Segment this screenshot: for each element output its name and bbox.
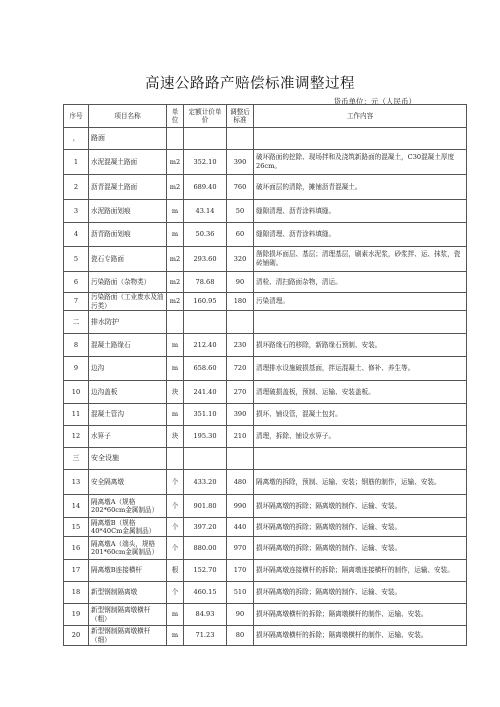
cell-name: 隔离墩B连接横杆 <box>89 560 167 582</box>
table-body <box>64 128 467 646</box>
cell-unit <box>167 311 184 334</box>
table-row <box>64 223 467 247</box>
cell-no: 4 <box>64 223 89 247</box>
cell-price: 460.15 <box>184 582 227 604</box>
cell-no: 9 <box>64 357 89 381</box>
cell-price <box>184 128 227 150</box>
table-row <box>64 495 467 518</box>
cell-name: 新型钢制隔离墩 <box>89 582 167 604</box>
header-adjusted: 调整后标准 <box>227 105 254 128</box>
cell-adjusted: 60 <box>227 223 254 247</box>
table-row <box>64 334 467 357</box>
cell-no: 18 <box>64 582 89 604</box>
cell-no: 11 <box>64 404 89 426</box>
cell-name: 水箅子 <box>89 426 167 448</box>
cell-content: 损坏隔离墩的拆除；隔离墩的制作、运输、安装。 <box>254 518 467 537</box>
cell-content: 清理，拆除、铺设水箅子。 <box>254 426 467 448</box>
cell-content: 清检、清扫路面杂物，清运。 <box>254 272 467 293</box>
cell-no: 17 <box>64 560 89 582</box>
cell-adjusted: 970 <box>227 537 254 560</box>
cell-content: 损坏隔离墩的拆除；隔离墩的制作、运输、安装。 <box>254 582 467 604</box>
cell-no: 13 <box>64 470 89 495</box>
cell-content: 破坏路面的挖除、现场拌和及浇筑新路面的混凝土，C30混凝土厚度26cm。 <box>254 150 467 175</box>
cell-price: 50.36 <box>184 223 227 247</box>
cell-adjusted: 50 <box>227 200 254 223</box>
cell-content: 损坏隔离墩的拆除；隔离墩的制作、运输、安装。 <box>254 495 467 518</box>
cell-no: 7 <box>64 293 89 311</box>
cell-adjusted: 990 <box>227 495 254 518</box>
header-no: 序号 <box>64 105 89 128</box>
cell-name: 沥青路面划痕 <box>89 223 167 247</box>
cell-unit: m2 <box>167 272 184 293</box>
cell-no: 20 <box>64 626 89 646</box>
table-row <box>64 470 467 495</box>
cell-content: 缝隙清理、沥青涂料填缝。 <box>254 200 467 223</box>
cell-unit: 个 <box>167 518 184 537</box>
table-row <box>64 537 467 560</box>
cell-price: 397.20 <box>184 518 227 537</box>
cell-unit: m2 <box>167 293 184 311</box>
cell-name: 沥青混凝土路面 <box>89 175 167 200</box>
cell-unit <box>167 448 184 470</box>
cell-unit: m <box>167 357 184 381</box>
cell-content: 清理破损盖板，预制、运输、安装盖板。 <box>254 381 467 404</box>
cell-adjusted: 720 <box>227 357 254 381</box>
table-row <box>64 604 467 626</box>
cell-adjusted: 390 <box>227 150 254 175</box>
cell-no: 8 <box>64 334 89 357</box>
cell-name: 安全设施 <box>89 448 167 470</box>
cell-price: 433.20 <box>184 470 227 495</box>
cell-price <box>184 311 227 334</box>
cell-name: 瓷石专路面 <box>89 247 167 272</box>
table-row <box>64 150 467 175</box>
table-header-row <box>64 105 467 128</box>
table-row <box>64 381 467 404</box>
cell-adjusted: 270 <box>227 381 254 404</box>
cell-unit: 块 <box>167 426 184 448</box>
cell-name: 污染路面（杂物类） <box>89 272 167 293</box>
cell-name: 水泥混凝土路面 <box>89 150 167 175</box>
cell-price <box>184 448 227 470</box>
cell-adjusted: 80 <box>227 626 254 646</box>
header-unit: 单位 <box>167 105 184 128</box>
cell-name: 混凝土路缘石 <box>89 334 167 357</box>
cell-adjusted: 390 <box>227 404 254 426</box>
cell-no: 1 <box>64 150 89 175</box>
cell-price: 293.60 <box>184 247 227 272</box>
cell-adjusted <box>227 128 254 150</box>
cell-content: 损坏、铺设管，混凝土包封。 <box>254 404 467 426</box>
cell-adjusted: 230 <box>227 334 254 357</box>
table-row <box>64 582 467 604</box>
cell-adjusted: 170 <box>227 560 254 582</box>
cell-price: 212.40 <box>184 334 227 357</box>
cell-no: 6 <box>64 272 89 293</box>
header-name: 项目名称 <box>89 105 167 128</box>
cell-price: 658.60 <box>184 357 227 381</box>
cell-no: 14 <box>64 495 89 518</box>
section-row <box>64 311 467 334</box>
cell-no: 19 <box>64 604 89 626</box>
table-row <box>64 200 467 223</box>
cell-content <box>254 311 467 334</box>
cell-adjusted <box>227 311 254 334</box>
table-row <box>64 426 467 448</box>
cell-adjusted: 180 <box>227 293 254 311</box>
cell-content: 凿除损坏面层、基层；清理基层，刷素水泥浆，砂浆拌、运、抹浆，瓷砖铺砌。 <box>254 247 467 272</box>
cell-price: 901.80 <box>184 495 227 518</box>
cell-unit: 块 <box>167 381 184 404</box>
cell-no: 3 <box>64 200 89 223</box>
cell-no: 三 <box>64 448 89 470</box>
cell-price: 351.10 <box>184 404 227 426</box>
section-row <box>64 128 467 150</box>
cell-no: 5 <box>64 247 89 272</box>
cell-price: 78.68 <box>184 272 227 293</box>
cell-name: 隔离墩B（规格40*40Cm金属制品） <box>89 518 167 537</box>
table-row <box>64 560 467 582</box>
cell-unit: m <box>167 200 184 223</box>
cell-name: 隔离墩A（规格202*60cm金属制品） <box>89 495 167 518</box>
cell-name: 边沟盖板 <box>89 381 167 404</box>
table-row <box>64 404 467 426</box>
cell-price: 152.70 <box>184 560 227 582</box>
cell-unit: m2 <box>167 175 184 200</box>
cell-price: 880.00 <box>184 537 227 560</box>
cell-name: 污染路面（工业废水及油污类） <box>89 293 167 311</box>
compensation-table <box>63 104 467 646</box>
cell-adjusted: 90 <box>227 604 254 626</box>
cell-no: ， <box>64 128 89 150</box>
cell-adjusted: 440 <box>227 518 254 537</box>
cell-name: 边沟 <box>89 357 167 381</box>
table-row <box>64 626 467 646</box>
cell-content: 损坏隔离墩横杆的拆除；隔离墩横杆的制作、运输、安装。 <box>254 626 467 646</box>
cell-no: 15 <box>64 518 89 537</box>
cell-price: 160.95 <box>184 293 227 311</box>
cell-no: 二 <box>64 311 89 334</box>
cell-content: 污染清理。 <box>254 293 467 311</box>
cell-adjusted <box>227 448 254 470</box>
cell-price: 84.93 <box>184 604 227 626</box>
cell-adjusted: 480 <box>227 470 254 495</box>
cell-content: 缝隙清理、沥青涂料填缝。 <box>254 223 467 247</box>
cell-unit: 个 <box>167 470 184 495</box>
cell-unit: 个 <box>167 537 184 560</box>
cell-name: 新型钢制隔离墩横杆（粗） <box>89 604 167 626</box>
cell-price: 689.40 <box>184 175 227 200</box>
table-row <box>64 357 467 381</box>
cell-adjusted: 510 <box>227 582 254 604</box>
cell-content: 破坏面层的清除，摊铺沥青混凝土。 <box>254 175 467 200</box>
cell-name: 水泥路面划痕 <box>89 200 167 223</box>
cell-unit: 个 <box>167 582 184 604</box>
table-row <box>64 293 467 311</box>
cell-adjusted: 210 <box>227 426 254 448</box>
cell-content: 隔离墩的拆除，预制、运输、安装；钢筋的制作，运输、安装。 <box>254 470 467 495</box>
cell-unit: m <box>167 334 184 357</box>
cell-no: 16 <box>64 537 89 560</box>
table-row <box>64 518 467 537</box>
cell-content: 损坏隔离墩横杆的拆除；隔离墩横杆的制作、运输、安装。 <box>254 604 467 626</box>
cell-name: 隔离墩A（端头，规格201*60cm金属制品） <box>89 537 167 560</box>
cell-price: 43.14 <box>184 200 227 223</box>
cell-unit: 个 <box>167 495 184 518</box>
cell-price: 352.10 <box>184 150 227 175</box>
cell-name: 路面 <box>89 128 167 150</box>
cell-no: 2 <box>64 175 89 200</box>
cell-unit: m2 <box>167 247 184 272</box>
cell-content <box>254 128 467 150</box>
cell-content <box>254 448 467 470</box>
cell-content: 损坏隔离墩连接横杆的拆除；隔离墩连接横杆的制作，运输、安装。 <box>254 560 467 582</box>
cell-name: 混凝土管沟 <box>89 404 167 426</box>
cell-name: 安全隔离墩 <box>89 470 167 495</box>
cell-unit: m2 <box>167 150 184 175</box>
cell-content: 清理排水设施破损基面，拌运混凝土、修补、养生等。 <box>254 357 467 381</box>
table-row <box>64 272 467 293</box>
cell-price: 241.40 <box>184 381 227 404</box>
section-row <box>64 448 467 470</box>
currency-unit-label: 货币单位：元（人民币） <box>333 97 416 106</box>
cell-unit: m <box>167 223 184 247</box>
cell-no: 10 <box>64 381 89 404</box>
cell-adjusted: 760 <box>227 175 254 200</box>
cell-unit <box>167 128 184 150</box>
cell-name: 排水防护 <box>89 311 167 334</box>
table-row <box>64 175 467 200</box>
cell-name: 新型钢制隔离墩横杆（细） <box>89 626 167 646</box>
cell-unit: m <box>167 604 184 626</box>
cell-content: 损坏隔离墩的拆除；隔离墩的制作、运输、安装。 <box>254 537 467 560</box>
cell-unit: m <box>167 404 184 426</box>
cell-unit: m <box>167 626 184 646</box>
header-content: 工作内容 <box>254 105 467 128</box>
cell-unit: 根 <box>167 560 184 582</box>
cell-price: 195.30 <box>184 426 227 448</box>
cell-price: 71.23 <box>184 626 227 646</box>
table-row <box>64 247 467 272</box>
cell-adjusted: 320 <box>227 247 254 272</box>
cell-adjusted: 90 <box>227 272 254 293</box>
cell-content: 损坏路缘石的移除，新路缘石预制、安装。 <box>254 334 467 357</box>
document-title: 高速公路路产赔偿标准调整过程 <box>145 76 355 92</box>
cell-no: 12 <box>64 426 89 448</box>
header-price: 定额计价单价 <box>184 105 227 128</box>
